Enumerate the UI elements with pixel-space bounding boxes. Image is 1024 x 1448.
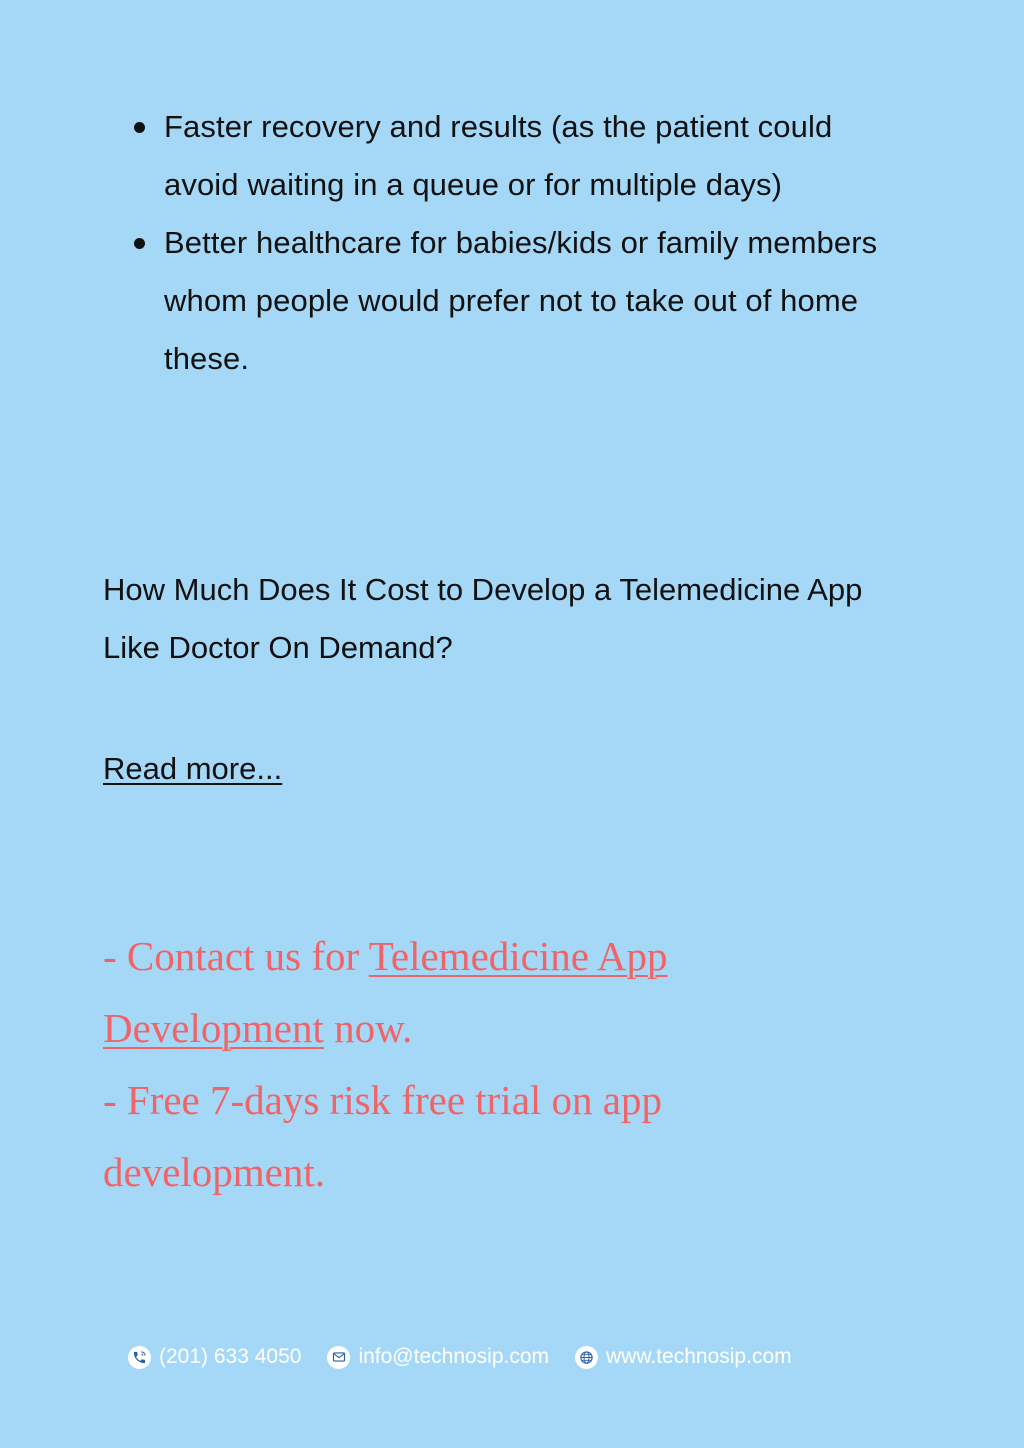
contact-footer <box>128 1340 818 1374</box>
telemedicine-service-link[interactable]: Telemedicine App <box>368 933 668 979</box>
website-url: www.technosip.com <box>606 1345 792 1368</box>
phone-number: (201) 633 4050 <box>159 1345 302 1368</box>
footer-phone[interactable] <box>128 1340 301 1374</box>
trial-offer-line: development. <box>103 1149 326 1195</box>
list-item <box>130 98 950 214</box>
article-heading <box>103 561 943 677</box>
list-item-line: avoid waiting in a queue or for multiple days) <box>164 167 783 202</box>
article-heading-line: How Much Does It Cost to Develop a Telemedicine App <box>103 572 863 607</box>
list-item-line: these. <box>164 341 250 376</box>
read-more-link[interactable]: Read more... <box>103 751 283 786</box>
benefits-list <box>130 98 950 388</box>
mail-icon <box>327 1346 350 1369</box>
bullet-icon <box>134 238 145 249</box>
trial-offer <box>103 1064 943 1208</box>
globe-icon <box>575 1346 598 1369</box>
bullet-icon <box>134 122 145 133</box>
footer-email[interactable] <box>327 1340 549 1374</box>
list-item-line: Better healthcare for babies/kids or family members <box>164 225 878 260</box>
trial-offer-line: - Free 7-days risk free trial on app <box>103 1077 662 1123</box>
phone-icon <box>128 1346 151 1369</box>
email-address: info@technosip.com <box>358 1345 550 1368</box>
contact-prefix: - Contact us for <box>103 933 369 979</box>
list-item-line: Faster recovery and results (as the patient could <box>164 109 833 144</box>
telemedicine-service-link-continued[interactable]: Development <box>103 1005 324 1051</box>
footer-website[interactable] <box>575 1340 792 1374</box>
contact-line <box>103 920 943 1064</box>
contact-cta <box>103 920 943 1208</box>
list-item-line: whom people would prefer not to take out of home <box>164 283 859 318</box>
contact-suffix: now. <box>323 1005 413 1051</box>
list-item <box>130 214 950 388</box>
article-heading-line: Like Doctor On Demand? <box>103 630 453 665</box>
